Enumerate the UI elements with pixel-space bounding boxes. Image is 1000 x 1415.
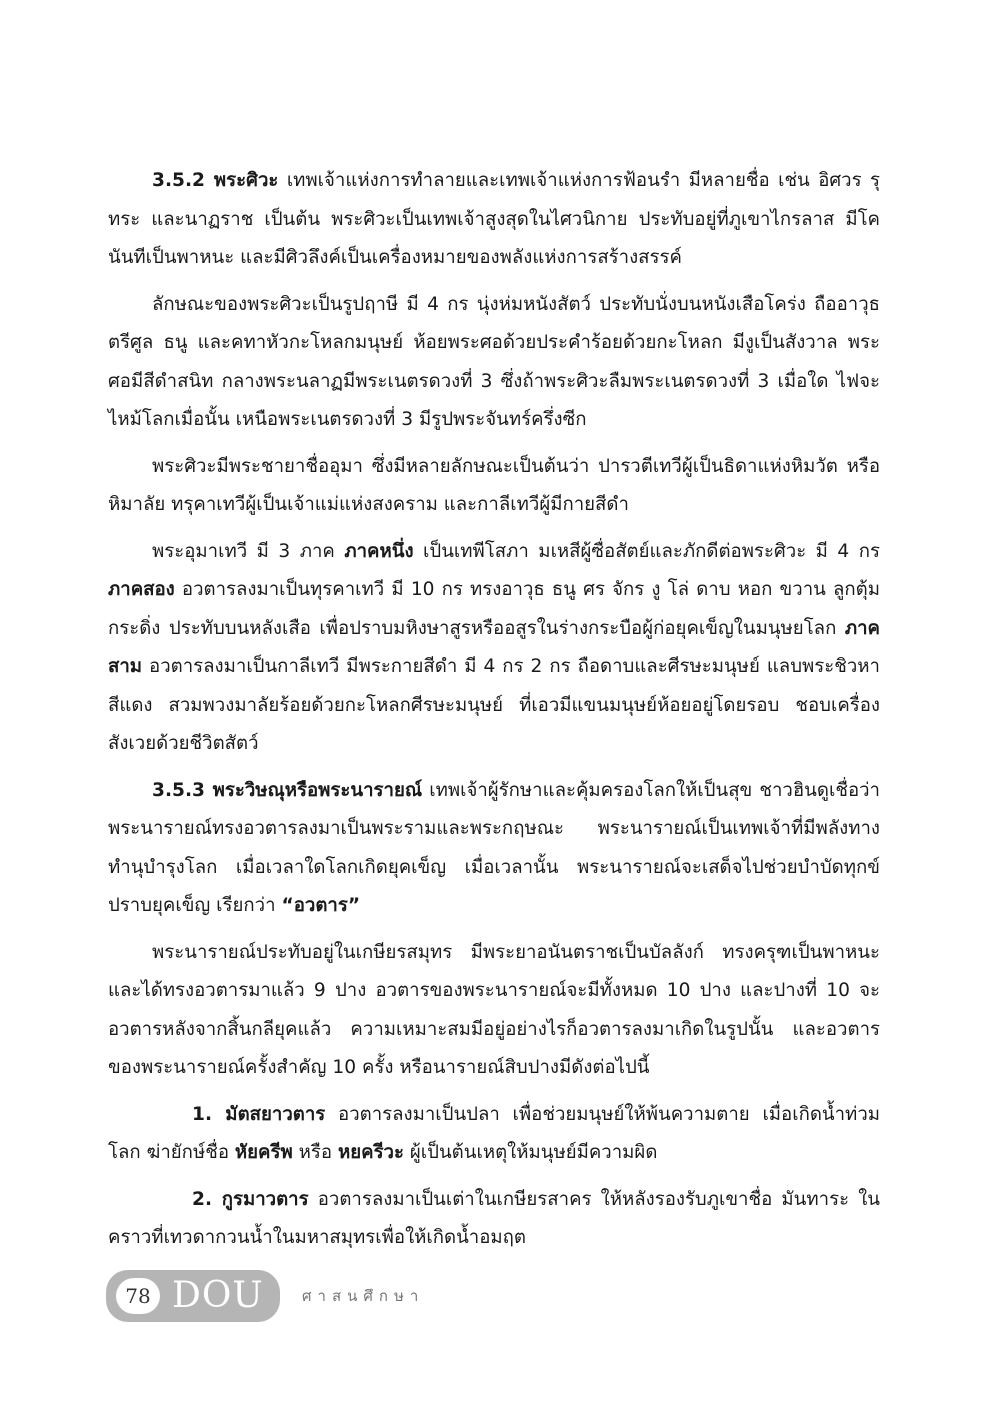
text-run: พระศิวะมีพระชายาชื่ออุมา ซึ่งมีหลายลักษณะเป็นต้นว่า ปารวตีเทวีผู้เป็นธิดาแห่งหิมวัต หรือหิมาลัย ทรุคาเทวีผู้เป็นเจ้าแม่แห่งสงคราม และกาลีเทวีผู้มีกายสีดำ (108, 455, 880, 515)
bold-run: หยครีวะ (337, 1142, 404, 1163)
text-run: อวตารลงมาเป็นทุรคาเทวี มี 10 กร ทรงอาวุธ ธนู ศร จักร งู โล่ ดาบ หอก ขวาน ลูกตุ้ม กระดิ่ง ประทับบนหลังเสือ เพื่อปราบมหิงษาสูรหรืออสูรในร่างกระบือผู้ก่อยุคเข็ญในมนุษยโลก (108, 579, 880, 639)
page-number: 78 (116, 1278, 160, 1314)
bold-run: “อวตาร” (281, 895, 361, 916)
paragraph (108, 1096, 880, 1173)
page-footer (106, 1270, 466, 1322)
text-run: พระอุมาเทวี มี 3 ภาค (152, 540, 345, 562)
paragraph (108, 1181, 880, 1258)
text-run: อวตารลงมาเป็นเต่าในเกษียรสาคร ให้หลังรองรับภูเขาชื่อ มันทาระ ในคราวที่เทวดากวนน้ำในมหาสมุทรเพื่อให้เกิดน้ำอมฤต (108, 1188, 880, 1248)
text-run: พระนารายณ์ประทับอยู่ในเกษียรสมุทร มีพระยาอนันตราชเป็นบัลลังก์ ทรงครุฑเป็นพาหนะ และได้ทรงอวตารมาแล้ว 9 ปาง อวตารของพระนารายณ์จะมีทั้งหมด 10 ปาง และปางที่ 10 จะอวตารหลังจากสิ้นกลียุคแล้ว ความเหมาะสมมีอยู่อย่างไรก็อวตารลงมาเกิดในรูปนั้น และอวตารของพระนารายณ์ครั้งสำคัญ 10 ครั้ง หรือนารายณ์สิบปางมีดังต่อไปนี้ (108, 941, 880, 1078)
text-run: เทพเจ้าแห่งการทำลายและเทพเจ้าแห่งการฟ้อนรำ มีหลายชื่อ เช่น อิศวร รุทระ และนาฏราช เป็นต้น พระศิวะเป็นเทพเจ้าสูงสุดในไศวนิกาย ประทับอยู่ที่ภูเขาไกรลาส มีโคนันทีเป็นพาหนะ และมีศิวลึงค์เป็นเครื่องหมายของพลังแห่งการสร้างสรรค์ (108, 170, 880, 268)
text-run: เทพเจ้าผู้รักษาและคุ้มครองโลกให้เป็นสุข ชาวฮินดูเชื่อว่า พระนารายณ์ทรงอวตารลงมาเป็นพระรามและพระกฤษณะ พระนารายณ์เป็นเทพเจ้าที่มีพลังทางทำนุบำรุงโลก เมื่อเวลาใดโลกเกิดยุคเข็ญ เมื่อเวลานั้น พระนารายณ์จะเสด็จไปช่วยบำบัดทุกข์ ปราบยุคเข็ญ เรียกว่า (108, 779, 880, 916)
text-run: อวตารลงมาเป็นปลา เพื่อช่วยมนุษย์ให้พ้นความตาย เมื่อเกิดน้ำท่วมโลก ฆ่ายักษ์ชื่อ (108, 1103, 881, 1163)
bold-run: ภาคหนึ่ง (344, 540, 414, 562)
text-run: อวตารลงมาเป็นกาลีเทวี มีพระกายสีดำ มี 4 กร 2 กร ถือดาบและศีรษะมนุษย์ แลบพระชิวหาสีแดง สวมพวงมาลัยร้อยด้วยกะโหลกศีรษะมนุษย์ ที่เอวมีแขนมนุษย์ห้อยอยู่โดยรอบ ชอบเครื่องสังเวยด้วยชีวิตสัตว์ (108, 656, 880, 754)
page-body (108, 162, 880, 1266)
dou-badge (106, 1270, 280, 1322)
text-run: ลักษณะของพระศิวะเป็นรูปฤาษี มี 4 กร นุ่งห่มหนังสัตว์ ประทับนั่งบนหนังเสือโคร่ง ถืออาวุธตรีศูล ธนู และคทาหัวกะโหลกมนุษย์ ห้อยพระศอด้วยประคำร้อยด้วยกะโหลก มีงูเป็นสังวาล พระศอมีสีดำสนิท กลางพระนลาฏมีพระเนตรดวงที่ 3 ซึ่งถ้าพระศิวะลืมพระเนตรดวงที่ 3 เมื่อใด ไฟจะไหม้โลกเมื่อนั้น เหนือพระเนตรดวงที่ 3 มีรูปพระจันทร์ครึ่งซีก (108, 293, 880, 430)
subject-title: ศาสนศึกษา (302, 1287, 425, 1305)
paragraph (108, 162, 880, 278)
bold-run: ภาคสาม (108, 617, 880, 677)
bold-run: 3.5.3 พระวิษณุหรือพระนารายณ์ (152, 779, 423, 801)
paragraph (108, 448, 880, 525)
dou-logo: DOU (172, 1275, 264, 1316)
paragraph (108, 772, 880, 926)
text-run: หรือ (292, 1142, 338, 1163)
paragraph (108, 934, 880, 1088)
bold-run: 2. กูรมาวตาร (192, 1188, 309, 1210)
text-run: ผู้เป็นต้นเหตุให้มนุษย์มีความผิด (404, 1142, 658, 1163)
paragraph (108, 533, 880, 764)
paragraph (108, 286, 880, 440)
text-run: เป็นเทพีโสภา มเหสีผู้ซื่อสัตย์และภักดีต่อพระศิวะ มี 4 กร (413, 540, 881, 562)
bold-run: หัยครีพ (234, 1142, 293, 1163)
bold-run: 1. มัตสยาวตาร (192, 1103, 326, 1125)
bold-run: 3.5.2 พระศิวะ (152, 170, 279, 191)
bold-run: ภาคสอง (108, 579, 175, 600)
